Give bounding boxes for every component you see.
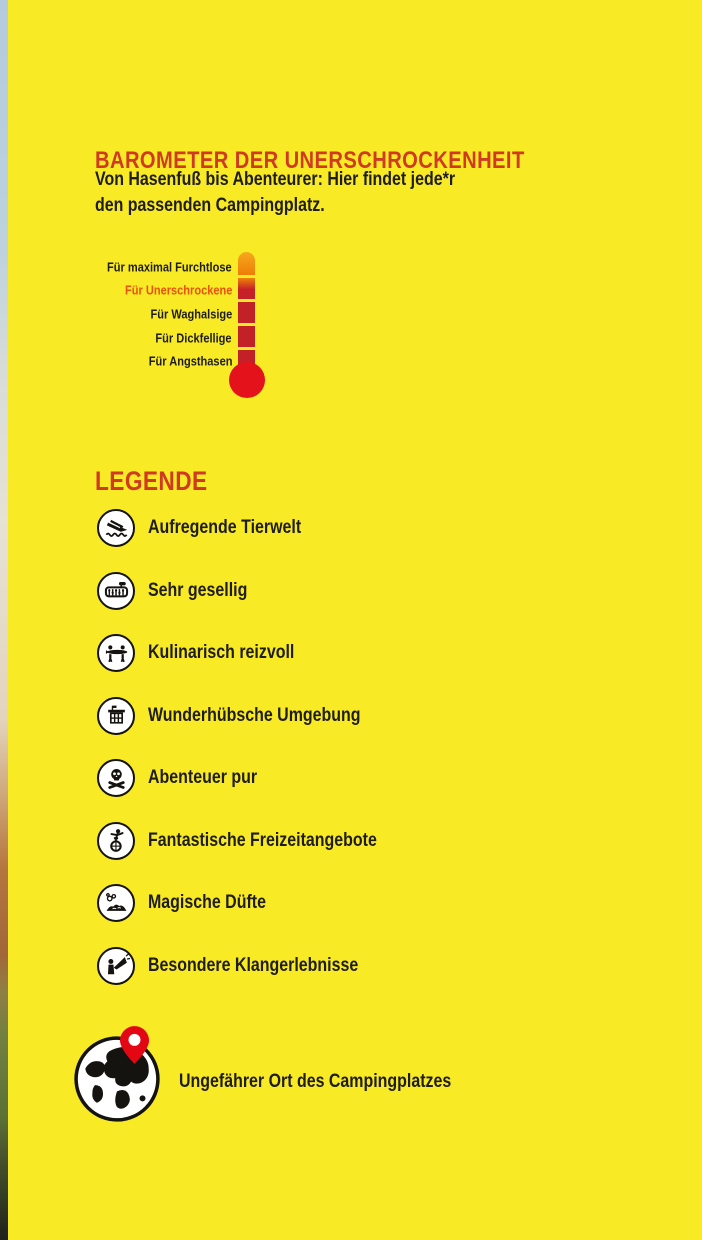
legend-item-label: Sehr gesellig <box>148 579 248 601</box>
fish-carriers-icon <box>97 634 135 672</box>
unicycle-icon <box>97 822 135 860</box>
subtitle-line-2: den passenden Campingplatz. <box>95 195 325 217</box>
crocodile-icon <box>97 509 135 547</box>
barometer-scale-labels <box>95 250 232 380</box>
legend-item-sounds <box>97 947 420 985</box>
barometer-level-label: Für Dickfellige <box>155 330 232 346</box>
legend-item-scents <box>97 884 420 922</box>
barometer-level-label: Für Waghalsige <box>150 306 232 322</box>
fearlessness-barometer <box>95 250 295 400</box>
foosball-table-icon <box>97 572 135 610</box>
page-title-text: BAROMETER DER UNERSCHROCKENHEIT <box>95 147 525 175</box>
page-subtitle <box>95 167 524 219</box>
photo-edge-strip <box>0 0 8 1240</box>
legend-title: LEGENDE <box>95 466 208 497</box>
thermometer-segment-top <box>238 252 255 275</box>
legend-item-label: Kulinarisch reizvoll <box>148 642 295 663</box>
skull-crossbones-icon <box>97 759 135 797</box>
legend-item-wildlife <box>97 509 420 547</box>
location-note-label: Ungefährer Ort des Campingplatzes <box>179 1071 452 1092</box>
legend-item-label: Abenteuer pur <box>148 767 258 788</box>
barometer-level-label: Für maximal Furchtlose <box>107 259 232 275</box>
building-icon <box>97 697 135 735</box>
legend-item-leisure <box>97 822 420 860</box>
scent-mound-icon <box>97 884 135 922</box>
legend-item-label: Fantastische Freizeitangebote <box>148 829 377 851</box>
thermometer-segment <box>238 326 255 347</box>
thermometer-segment <box>238 302 255 323</box>
legend-item-surroundings <box>97 697 420 735</box>
legend-item-label: Magische Düfte <box>148 892 266 913</box>
map-pin-icon <box>120 1026 149 1070</box>
legend-item-label: Wunderhübsche Umgebung <box>148 704 361 726</box>
legend-item-adventure <box>97 759 420 797</box>
legend-item-sociable <box>97 572 420 610</box>
legend-item-label: Aufregende Tierwelt <box>148 517 302 538</box>
barometer-level-label-highlighted: Für Unerschrockene <box>124 282 232 298</box>
megaphone-icon <box>97 947 135 985</box>
globe-pin-icon <box>73 1035 161 1123</box>
legend-item-label: Besondere Klangerlebnisse <box>148 954 359 976</box>
legend-list <box>97 509 420 985</box>
thermometer-segment <box>238 278 255 299</box>
location-note <box>73 1035 503 1123</box>
thermometer-bulb <box>229 362 265 398</box>
subtitle-line-1: Von Hasenfuß bis Abenteurer: Hier findet jede*r <box>95 169 456 190</box>
legend-item-culinary <box>97 634 420 672</box>
thermometer-icon <box>238 252 255 368</box>
barometer-level-label: Für Angsthasen <box>148 353 232 369</box>
